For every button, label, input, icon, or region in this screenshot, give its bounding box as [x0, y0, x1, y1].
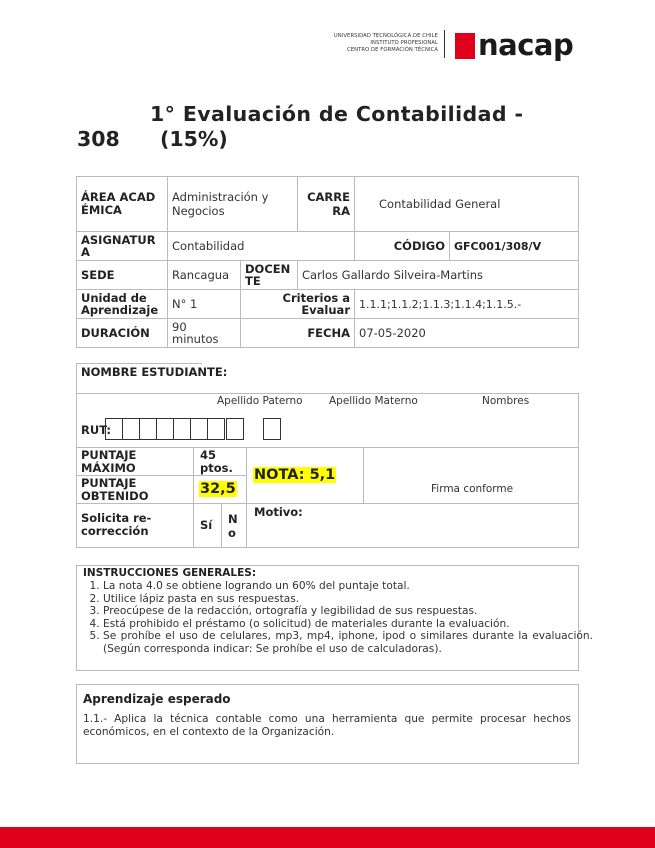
instructions-box [76, 565, 593, 671]
inacap-logo-mark [455, 33, 475, 59]
unidad-label: Unidad de Aprendizaje [77, 290, 168, 319]
no-option[interactable]: No [228, 512, 238, 540]
criterios-value: 1.1.1;1.1.2;1.1.3;1.1.4;1.1.5.- [355, 290, 579, 319]
university-line: INSTITUTO PROFESIONAL [370, 40, 438, 46]
duracion-label: DURACIÓN [77, 319, 168, 348]
rut-digit-box[interactable] [139, 418, 157, 440]
learning-text: 1.1.- Aplica la técnica contable como una herramienta que permite procesar hechos económicos, en el contexto de la Organización. [83, 713, 571, 738]
rut-digit-box[interactable] [122, 418, 140, 440]
duracion-value: 90 minutos [168, 319, 241, 348]
rut-digit-box[interactable] [226, 418, 244, 440]
criterios-label: Criterios a Evaluar [241, 290, 355, 319]
instruction-item: 2. Utilice lápiz pasta en sus respuestas. [103, 593, 593, 606]
area-label: ÁREA ACADÉMICA [77, 177, 168, 232]
puntaje-obtenido-value: 32,5 [200, 481, 236, 497]
fecha-value: 07-05-2020 [355, 319, 579, 348]
sede-value: Rancagua [168, 261, 241, 290]
university-line: UNIVERSIDAD TECNOLÓGICA DE CHILE [333, 33, 438, 39]
divider [76, 447, 579, 448]
learning-heading: Aprendizaje esperado [83, 692, 231, 706]
university-line: CENTRO DE FORMACIÓN TÉCNICA [347, 47, 438, 53]
col-divider [221, 503, 222, 548]
instruction-item: 4. Está prohibido el préstamo (o solicitud) de materiales durante la evaluación. [103, 618, 593, 631]
nombre-label: NOMBRE ESTUDIANTE: [81, 365, 228, 379]
docente-value: Carlos Gallardo Silveira-Martins [298, 261, 579, 290]
logo-divider [444, 30, 445, 58]
rut-verifier-box[interactable] [263, 418, 281, 440]
rut-digit-box[interactable] [207, 418, 225, 440]
instruction-item: 1. La nota 4.0 se obtiene logrando un 60% del puntaje total. [103, 580, 593, 593]
footer-brand-bar [0, 827, 655, 848]
docente-label: DOCENTE [241, 261, 298, 290]
document-title-section: 308 [77, 127, 120, 151]
rut-digit-box[interactable] [105, 418, 123, 440]
rut-digit-box[interactable] [190, 418, 208, 440]
si-option[interactable]: Sí [200, 518, 213, 532]
university-subtitle [300, 33, 438, 54]
unidad-value: N° 1 [168, 290, 241, 319]
instruction-item: 5. Se prohíbe el uso de celulares, mp3, mp4, iphone, ipod o similares durante la evaluación. (Según corresponda indicar: Se prohíbe el uso de calculadoras). [103, 630, 593, 655]
divider [76, 547, 579, 548]
instruction-item: 3. Preocúpese de la redacción, ortografía y legibilidad de sus respuestas. [103, 605, 593, 618]
firma-conforme-label: Firma conforme [431, 483, 514, 495]
instructions-list [83, 580, 593, 655]
asignatura-value: Contabilidad [168, 232, 355, 261]
document-title: 1° Evaluación de Contabilidad - [150, 102, 524, 126]
divider [76, 503, 579, 504]
sede-label: SEDE [77, 261, 168, 290]
document-title-weight: (15%) [160, 127, 228, 151]
col-divider [246, 447, 247, 548]
puntaje-maximo-value: 45 ptos. [200, 448, 233, 475]
student-right-border [578, 393, 579, 548]
col-divider [363, 447, 364, 503]
codigo-label: CÓDIGO [355, 232, 450, 261]
divider [76, 393, 579, 394]
learning-outcome-box [76, 684, 579, 764]
instructions-heading: INSTRUCCIONES GENERALES: [83, 567, 257, 579]
rut-digit-box[interactable] [156, 418, 174, 440]
nombres-label: Nombres [482, 395, 530, 407]
col-divider [193, 447, 194, 548]
rut-label: RUT: [81, 423, 112, 437]
asignatura-label: ASIGNATURA [77, 232, 168, 261]
codigo-value: GFC001/308/V [450, 232, 579, 261]
nombre-top-border [76, 363, 202, 364]
course-info-table [76, 176, 579, 348]
motivo-label: Motivo: [254, 505, 303, 519]
recorreccion-label: Solicita re-corrección [81, 511, 152, 538]
inacap-logo-text: nacap [478, 28, 574, 62]
area-value: Administración y Negocios [168, 177, 298, 232]
apellido-paterno-label: Apellido Paterno [217, 395, 303, 407]
puntaje-obtenido-label: PUNTAJE OBTENIDO [81, 476, 149, 503]
student-left-border [76, 363, 77, 548]
nota-value: NOTA: 5,1 [254, 467, 336, 483]
rut-digit-box[interactable] [173, 418, 191, 440]
carrera-label: CARRERA [298, 177, 355, 232]
carrera-value: Contabilidad General [355, 177, 579, 232]
apellido-materno-label: Apellido Materno [329, 395, 418, 407]
puntaje-maximo-label: PUNTAJE MÁXIMO [81, 448, 137, 475]
fecha-label: FECHA [241, 319, 355, 348]
